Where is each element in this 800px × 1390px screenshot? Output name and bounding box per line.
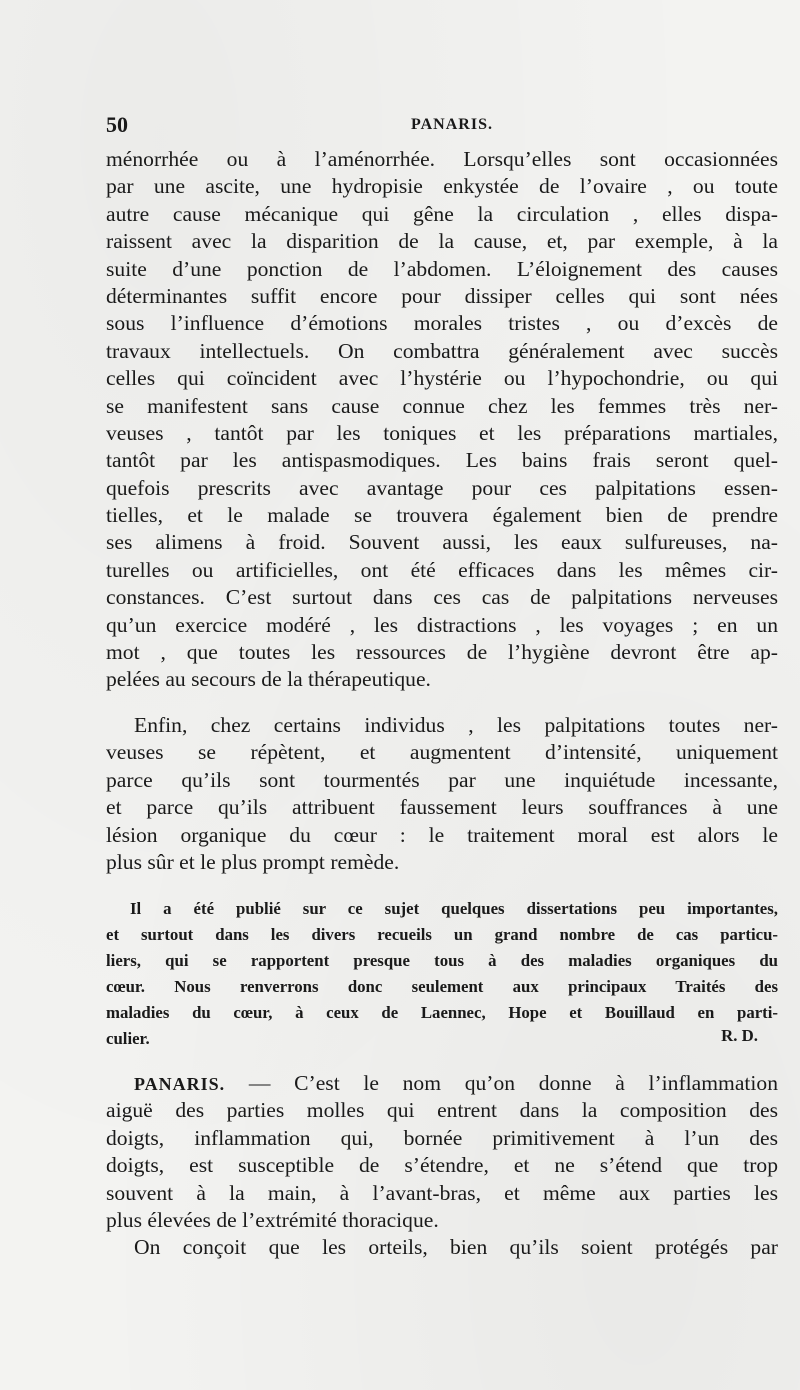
text-line: doigts, est susceptible de s’étendre, et ne s’étend que trop xyxy=(106,1153,778,1178)
text-line: maladies du cœur, à ceux de Laennec, Hope et Bouillaud en parti- xyxy=(106,1003,778,1022)
text-line: plus élevées de l’extrémité thoracique. xyxy=(106,1207,439,1232)
entry-first-line xyxy=(106,1070,778,1097)
text-line: pelées au secours de la thérapeutique. xyxy=(106,667,431,692)
text-line: tielles, et le malade se trouvera également bien de prendre xyxy=(106,503,778,528)
text-line: quefois prescrits avec avantage pour ces palpitations essen- xyxy=(106,475,778,500)
text-line: se manifestent sans cause connue chez les femmes très ner- xyxy=(106,393,778,418)
text-line: turelles ou artificielles, ont été efficaces dans les mêmes cir- xyxy=(106,557,778,582)
body-paragraph-moral-treatment xyxy=(106,712,778,876)
entry-next-paragraph-line: On conçoit que les orteils, bien qu’ils soient protégés par xyxy=(134,1235,778,1260)
text-line: culier. xyxy=(106,1029,150,1048)
entry-first-line-text: — C’est le nom qu’on donne à l’inflammation xyxy=(225,1071,778,1095)
text-line: plus sûr et le plus prompt remède. xyxy=(106,849,400,874)
entry-term: PANARIS. xyxy=(134,1074,226,1094)
page-number: 50 xyxy=(106,112,128,137)
running-title: PANARIS. xyxy=(411,116,493,133)
text-line: qu’un exercice modéré , les distractions , les voyages ; en un xyxy=(106,612,778,637)
note-signature: R. D. xyxy=(721,1026,758,1045)
text-line: doigts, inflammation qui, bornée primitivement à l’un des xyxy=(106,1125,778,1150)
text-line: aiguë des parties molles qui entrent dans la composition des xyxy=(106,1098,778,1123)
text-line: celles qui coïncident avec l’hystérie ou l’hypochondrie, ou qui xyxy=(106,366,778,391)
text-line: travaux intellectuels. On combattra généralement avec succès xyxy=(106,338,778,363)
bibliographic-note xyxy=(106,896,778,1052)
text-line: raissent avec la disparition de la cause, et, par exemple, à la xyxy=(106,229,778,254)
text-line: veuses , tantôt par les toniques et les préparations martiales, xyxy=(106,420,778,445)
text-line: ses alimens à froid. Souvent aussi, les eaux sulfureuses, na- xyxy=(106,530,778,555)
text-line: autre cause mécanique qui gêne la circulation , elles dispa- xyxy=(106,201,778,226)
text-line: lésion organique du cœur : le traitement moral est alors le xyxy=(106,822,778,847)
text-line: cœur. Nous renverrons donc seulement aux principaux Traités des xyxy=(106,977,778,996)
text-line: suite d’une ponction de l’abdomen. L’éloignement des causes xyxy=(106,256,778,281)
text-line: parce qu’ils sont tourmentés par une inquiétude incessante, xyxy=(106,767,778,792)
text-line: liers, qui se rapportent presque tous à des maladies organiques du xyxy=(106,951,778,970)
dictionary-entry-panaris xyxy=(106,1070,778,1262)
text-line: Enfin, chez certains individus , les palpitations toutes ner- xyxy=(134,713,778,737)
text-line: Il a été publié sur ce sujet quelques dissertations peu importantes, xyxy=(130,899,778,918)
text-line: souvent à la main, à l’avant-bras, et même aux parties les xyxy=(106,1180,778,1205)
page-header xyxy=(106,112,778,142)
text-line: et surtout dans les divers recueils un grand nombre de cas particu- xyxy=(106,925,778,944)
text-line: sous l’influence d’émotions morales tristes , ou d’excès de xyxy=(106,311,778,336)
text-line: ménorrhée ou à l’aménorrhée. Lorsqu’elles sont occasionnées xyxy=(106,147,778,171)
body-paragraph-palpitations xyxy=(106,146,778,694)
text-line: déterminantes suffit encore pour dissiper celles qui sont nées xyxy=(106,283,778,308)
text-line: mot , que toutes les ressources de l’hygiène devront être ap- xyxy=(106,640,778,665)
text-line: constances. C’est surtout dans ces cas de palpitations nerveuses xyxy=(106,585,778,610)
text-line: par une ascite, une hydropisie enkystée de l’ovaire , ou toute xyxy=(106,174,778,199)
text-line: et parce qu’ils attribuent faussement leurs souffrances à une xyxy=(106,795,778,820)
text-line: veuses se répètent, et augmentent d’intensité, uniquement xyxy=(106,740,778,765)
text-line: tantôt par les antispasmodiques. Les bains frais seront quel- xyxy=(106,448,778,473)
